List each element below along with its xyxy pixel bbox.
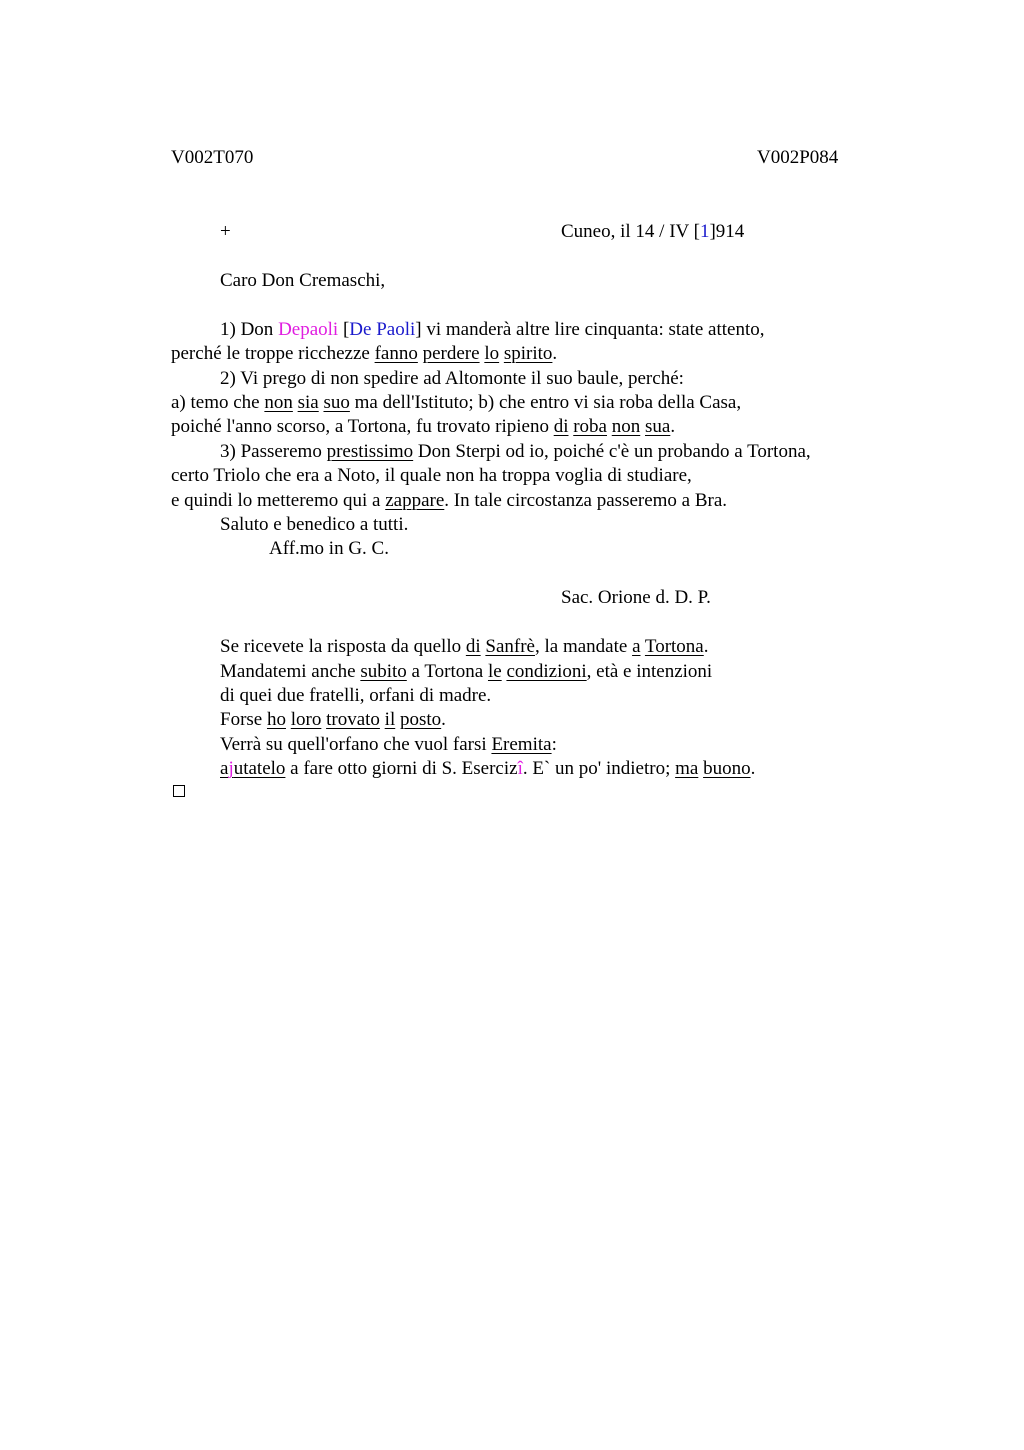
postscript-line-3: di quei due fratelli, orfani di madre. bbox=[220, 685, 492, 706]
text-run: . bbox=[670, 416, 676, 437]
name-original-spelling: Depaoli bbox=[278, 319, 339, 340]
paragraph-3-line-1 bbox=[220, 440, 811, 464]
paragraph-3-line-3 bbox=[171, 489, 727, 513]
text-run: utatelo bbox=[233, 758, 286, 779]
text-run: . E` un po' indietro; bbox=[522, 758, 676, 779]
text-run: ] vi manderà altre lire cinquanta: state attento, bbox=[415, 319, 765, 340]
text-run: Verrà su quell'orfano che vuol farsi bbox=[220, 734, 492, 755]
text-run: 1) Don bbox=[220, 319, 279, 340]
document-code-right: V002P084 bbox=[757, 147, 839, 168]
text-run: e quindi lo metteremo qui a bbox=[171, 490, 386, 511]
underlined-word: non bbox=[611, 416, 641, 437]
text-run: . In tale circostanza passeremo a Bra. bbox=[444, 490, 728, 511]
text-run: poiché l'anno scorso, a Tortona, fu trovato ripieno bbox=[171, 416, 554, 437]
underlined-word: di bbox=[465, 636, 481, 657]
postscript-line-4 bbox=[220, 708, 446, 732]
closing-affectionate: Aff.mo in G. C. bbox=[269, 538, 389, 559]
text-run: , età e intenzioni bbox=[586, 661, 713, 682]
text-run: perché le troppe ricchezze bbox=[171, 343, 375, 364]
postscript-line-1 bbox=[220, 635, 709, 659]
paragraph-2-line-1: 2) Vi prego di non spedire ad Altomonte il suo baule, perché: bbox=[220, 368, 684, 389]
text-run: 3) Passeremo bbox=[220, 441, 327, 462]
postscript-line-5 bbox=[220, 733, 557, 757]
underlined-word: perdere bbox=[422, 343, 480, 364]
underlined-word: trovato bbox=[326, 709, 380, 730]
text-run: . bbox=[441, 709, 446, 730]
underlined-word: non bbox=[264, 392, 293, 413]
paragraph-2-line-3 bbox=[171, 415, 675, 439]
underlined-word: spirito bbox=[503, 343, 553, 364]
underlined-word: il bbox=[384, 709, 396, 730]
original-letter: î bbox=[517, 758, 523, 779]
underlined-word: Eremita bbox=[491, 734, 552, 755]
text-run: Don Sterpi od io, poiché c'è un probando a Tortona, bbox=[413, 441, 811, 462]
underlined-word: fanno bbox=[374, 343, 418, 364]
text-run: a fare otto giorni di S. Eserciz bbox=[285, 758, 518, 779]
underlined-word: subito bbox=[360, 661, 407, 682]
postscript-line-2 bbox=[220, 660, 712, 684]
underlined-word: Sanfrè bbox=[485, 636, 535, 657]
salutation: Caro Don Cremaschi, bbox=[220, 270, 386, 291]
dateline bbox=[561, 220, 744, 244]
text-run: [ bbox=[338, 319, 350, 340]
paragraph-1-line-2 bbox=[171, 342, 557, 366]
text-run: . bbox=[750, 758, 756, 779]
dateline-editorial-fill: 1 bbox=[699, 221, 710, 242]
underlined-word: Tortona bbox=[644, 636, 704, 657]
underlined-word: loro bbox=[290, 709, 322, 730]
paragraph-1-line-1 bbox=[220, 318, 765, 342]
text-run: : bbox=[551, 734, 557, 755]
underlined-word: sua bbox=[645, 416, 671, 437]
paragraph-2-line-2 bbox=[171, 391, 741, 415]
underlined-word: prestissimo bbox=[326, 441, 414, 462]
underlined-word: buono bbox=[703, 758, 751, 779]
text-run: Se ricevete la risposta da quello bbox=[220, 636, 466, 657]
underlined-word: le bbox=[487, 661, 502, 682]
underlined-word: ho bbox=[266, 709, 286, 730]
signature: Sac. Orione d. D. P. bbox=[561, 587, 711, 608]
underlined-word: ma bbox=[675, 758, 699, 779]
text-run: . bbox=[703, 636, 709, 657]
underlined-word: condizioni bbox=[506, 661, 587, 682]
text-run: , la mandate bbox=[534, 636, 633, 657]
paragraph-3-line-2: certo Triolo che era a Noto, il quale non ha troppa voglia di studiare, bbox=[171, 465, 692, 486]
closing-greeting: Saluto e benedico a tutti. bbox=[220, 514, 409, 535]
underlined-word: lo bbox=[484, 343, 500, 364]
text-run: ma dell'Istituto; b) che entro vi sia roba della Casa, bbox=[349, 392, 742, 413]
underlined-word: a bbox=[632, 636, 641, 657]
document-code-left: V002T070 bbox=[171, 147, 254, 168]
underlined-word-ajutatelo bbox=[220, 758, 285, 779]
underlined-word: suo bbox=[323, 392, 350, 413]
dateline-post: ]914 bbox=[709, 221, 745, 242]
underlined-word: zappare bbox=[385, 490, 445, 511]
text-run: Forse bbox=[220, 709, 267, 730]
cross-symbol: + bbox=[220, 221, 231, 242]
end-marker-square-icon bbox=[173, 785, 185, 797]
underlined-word: posto bbox=[399, 709, 442, 730]
text-run: a Tortona bbox=[406, 661, 488, 682]
text-run: . bbox=[552, 343, 558, 364]
original-letter: j bbox=[228, 758, 234, 779]
underlined-word: sia bbox=[297, 392, 319, 413]
underlined-word: di bbox=[553, 416, 569, 437]
name-editorial-correction: De Paoli bbox=[349, 319, 416, 340]
underlined-word: roba bbox=[573, 416, 607, 437]
dateline-pre: Cuneo, il 14 / IV [ bbox=[561, 221, 700, 242]
postscript-line-6 bbox=[220, 757, 755, 781]
text-run: a bbox=[220, 758, 229, 779]
text-run: a) temo che bbox=[171, 392, 265, 413]
text-run: Mandatemi anche bbox=[220, 661, 361, 682]
